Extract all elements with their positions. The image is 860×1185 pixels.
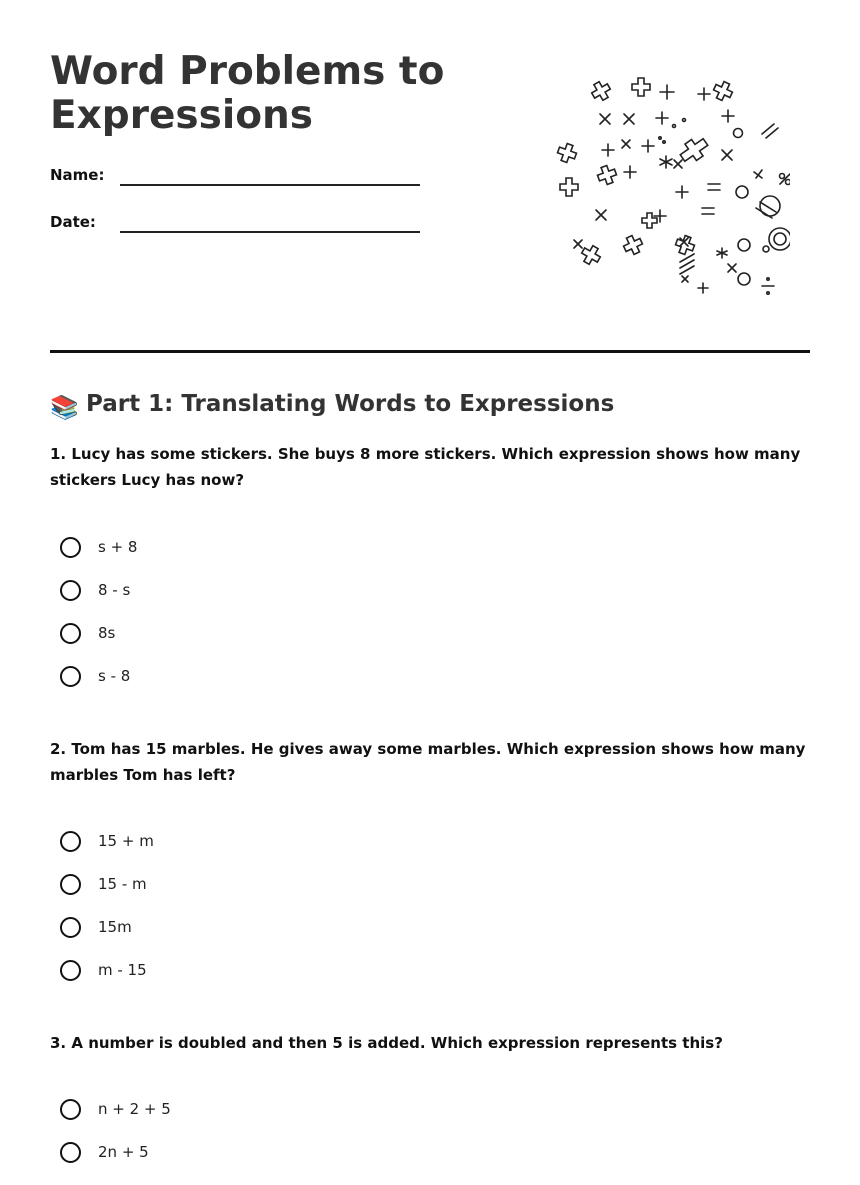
question-3: 3. A number is doubled and then 5 is added. Which expression represents this? — [50, 1034, 723, 1052]
question-3-options — [60, 1099, 360, 1185]
option-label: 15m — [98, 918, 132, 936]
question-1: 1. Lucy has some stickers. She buys 8 more stickers. Which expression shows how many stickers Lucy has now? — [50, 445, 801, 489]
books-icon: 📚 — [50, 395, 79, 421]
option-q2-c[interactable] — [60, 917, 360, 960]
option-q3-a[interactable] — [60, 1099, 360, 1142]
radio-button[interactable] — [60, 580, 81, 601]
option-q2-a[interactable] — [60, 831, 360, 874]
radio-button[interactable] — [60, 831, 81, 852]
name-line[interactable] — [120, 184, 420, 186]
option-label: 15 - m — [98, 875, 147, 893]
option-label: s - 8 — [98, 667, 131, 685]
option-q2-b[interactable] — [60, 874, 360, 917]
part1-heading — [50, 388, 614, 424]
option-q1-a[interactable] — [60, 537, 360, 580]
section-divider — [50, 350, 810, 353]
option-q1-d[interactable] — [60, 666, 360, 709]
radio-button[interactable] — [60, 874, 81, 895]
math-symbols-icon — [556, 72, 790, 296]
option-label: 8s — [98, 624, 116, 642]
date-line[interactable] — [120, 231, 420, 233]
question-2-options — [60, 831, 360, 1003]
option-label: n + 2 + 5 — [98, 1100, 171, 1118]
question-2: 2. Tom has 15 marbles. He gives away some marbles. Which expression shows how many marbles Tom has left? — [50, 740, 806, 784]
radio-button[interactable] — [60, 537, 81, 558]
date-field[interactable] — [50, 213, 420, 243]
option-label: 8 - s — [98, 581, 131, 599]
date-label: Date: — [50, 213, 96, 231]
worksheet-page — [50, 0, 810, 1161]
option-label: 2n + 5 — [98, 1143, 149, 1161]
radio-button[interactable] — [60, 666, 81, 687]
option-label: m - 15 — [98, 961, 147, 979]
radio-button[interactable] — [60, 1099, 81, 1120]
radio-button[interactable] — [60, 1142, 81, 1163]
option-label: 15 + m — [98, 832, 154, 850]
part1-heading-text: Part 1: Translating Words to Expressions — [86, 391, 615, 417]
name-field[interactable] — [50, 166, 420, 196]
radio-button[interactable] — [60, 623, 81, 644]
radio-button[interactable] — [60, 960, 81, 981]
radio-button[interactable] — [60, 917, 81, 938]
option-q1-b[interactable] — [60, 580, 360, 623]
question-1-options — [60, 537, 360, 709]
name-label: Name: — [50, 166, 105, 184]
option-label: s + 8 — [98, 538, 138, 556]
option-q2-d[interactable] — [60, 960, 360, 1003]
option-q3-b[interactable] — [60, 1142, 360, 1185]
worksheet-title: Word Problems to Expressions — [50, 49, 445, 138]
option-q1-c[interactable] — [60, 623, 360, 666]
